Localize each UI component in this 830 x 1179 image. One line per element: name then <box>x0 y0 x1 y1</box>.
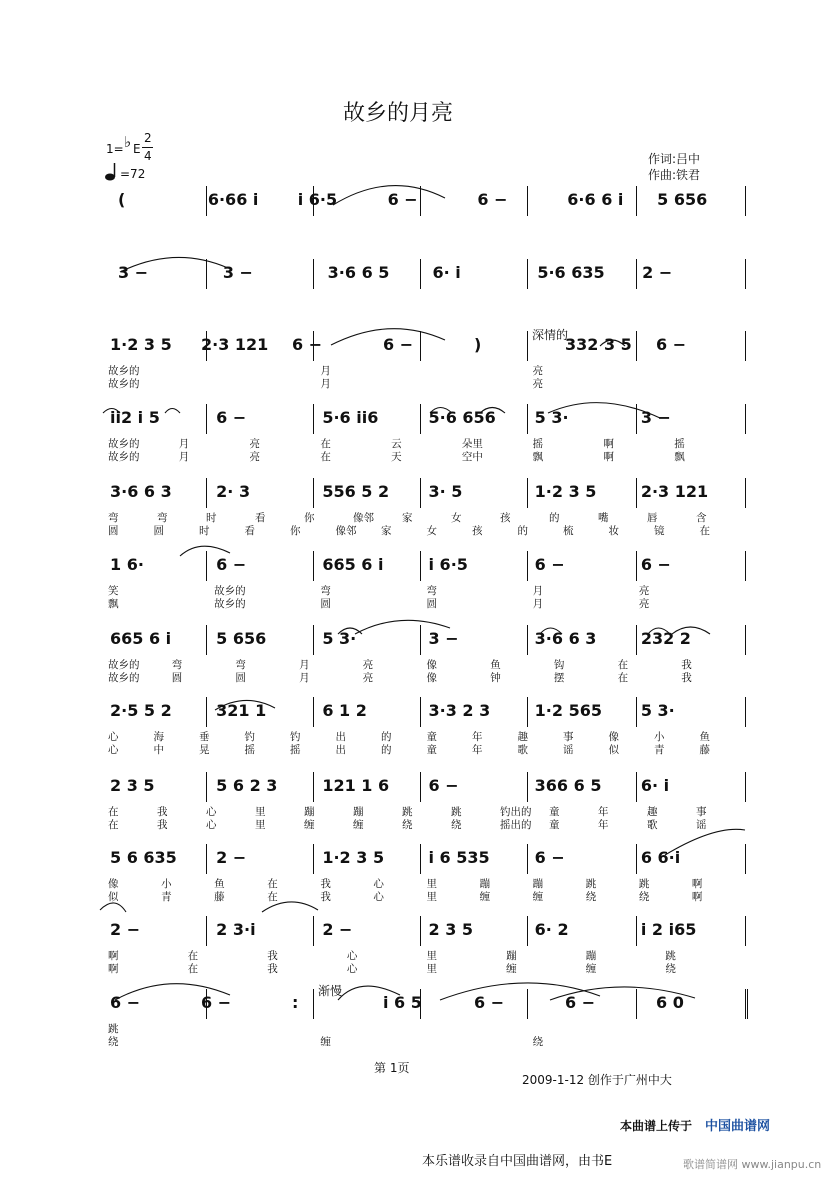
note-group: 3 − <box>118 263 149 282</box>
lyric-word: 钟 <box>490 672 501 684</box>
lyric-word: 像 <box>608 731 619 743</box>
note-group: 6· i <box>640 776 670 795</box>
note-group: 3·3 2 3 <box>428 701 491 720</box>
site-logo[interactable]: 中国曲谱网 <box>705 1119 771 1134</box>
lyric-word: 啊 <box>108 963 119 975</box>
lyric-word: 歌 <box>647 819 658 831</box>
lyric-word: 鱼 <box>699 731 710 743</box>
note-group: 3·6 6 5 <box>327 263 390 282</box>
lyric-word: 圆 <box>426 598 437 610</box>
lyric-word: 青 <box>654 744 665 756</box>
lyric-word: 钓出的 <box>500 806 532 818</box>
note-group: 6 − <box>565 993 596 1012</box>
lyric-word: 似 <box>108 891 119 903</box>
lyric-word: 跳 <box>638 878 650 890</box>
note-group: 1·2 3 5 <box>322 848 385 867</box>
lyric-word: 中 <box>153 744 164 756</box>
lyric-word: 看 <box>255 512 266 524</box>
lyric-word: 缠 <box>532 891 544 903</box>
note-group: 6· 2 <box>534 920 569 939</box>
lyric-word: 圆 <box>171 672 183 684</box>
note-group: 5 656 <box>657 190 708 209</box>
note-group: 2· 3 <box>216 482 251 501</box>
lyric-word: 心 <box>206 806 217 818</box>
lyric-word: 月 <box>299 659 310 671</box>
date-line: 2009-1-12 创作于广州中大 <box>522 1073 672 1087</box>
lyric-word: 蹦 <box>479 878 491 890</box>
lyric-word: 趣 <box>517 731 528 743</box>
lyric-word: 里 <box>426 963 437 975</box>
lyric-word: 我 <box>320 891 331 903</box>
lyric-word: 鱼 <box>490 659 501 671</box>
lyric-word: 出 <box>335 744 346 756</box>
lyric-word: 心 <box>108 744 119 756</box>
lyric-word: 蹦 <box>506 950 517 962</box>
lyric-word: 年 <box>598 806 609 818</box>
lyric-word: 我 <box>267 950 278 962</box>
lyric-word: 故乡的 <box>214 585 246 597</box>
lyric-word: 蹦 <box>353 806 364 818</box>
note-group: 2 3·i <box>216 920 256 939</box>
lyric-word: 女 <box>451 512 462 524</box>
lyric-word: 像邻 <box>335 525 357 537</box>
upload-text: 本曲谱上传于 <box>620 1119 693 1133</box>
lyric-word: 镜 <box>654 525 665 537</box>
lyric-word: 梳 <box>563 525 574 537</box>
lyric-word: 绕 <box>638 891 650 903</box>
lyric-word: 心 <box>108 731 119 743</box>
note-group: 2 − <box>642 263 673 282</box>
lyric-word: 绕 <box>108 1036 119 1048</box>
lyric-word: 里 <box>426 891 437 903</box>
lyric-word: 心 <box>346 950 358 962</box>
note-group: 3 − <box>640 408 671 427</box>
lyric-word: 在 <box>617 659 629 671</box>
note-group: ii2 i 5 <box>110 408 160 427</box>
lyric-word: 时 <box>206 512 217 524</box>
lyric-word: 我 <box>267 963 278 975</box>
lyric-word: 在 <box>699 525 710 537</box>
lyric-word: 的 <box>549 512 560 524</box>
lyric-word: 绕 <box>665 963 676 975</box>
note-group: 3·6 6 3 <box>110 482 172 501</box>
key-prefix: 1= <box>106 142 124 156</box>
lyric-word: 你 <box>304 512 315 524</box>
note-group: 6 − <box>477 190 508 209</box>
note-group: 332 3 5 <box>565 335 632 354</box>
note-group: 5·6 ii6 <box>322 408 379 427</box>
lyric-word: 谣 <box>696 819 707 831</box>
lyric-word: 跳 <box>108 1023 119 1035</box>
lyric-word: 缠 <box>304 819 315 831</box>
note-group: 5 3· <box>640 701 675 720</box>
lyric-word: 里 <box>255 806 266 818</box>
lyric-word: 跳 <box>451 806 462 818</box>
lyric-word: 在 <box>320 451 331 463</box>
lyric-word: 在 <box>320 438 331 450</box>
lyric-word: 我 <box>320 878 331 890</box>
lyric-word: 缠 <box>506 963 517 975</box>
lyric-word: 摇 <box>674 438 685 450</box>
note-group: 2·3 121 <box>640 482 709 501</box>
lyric-word: 摇 <box>532 438 544 450</box>
lyric-word: 钩 <box>553 659 565 671</box>
expression-rit: 渐慢 <box>318 984 343 998</box>
note-group: 1 6· <box>110 555 144 574</box>
lyric-word: 心 <box>373 891 384 903</box>
note-group: 5 6 635 <box>110 848 177 867</box>
lyric-word: 跳 <box>665 950 676 962</box>
note-group: 6 0 <box>656 993 684 1012</box>
lyric-word: 月 <box>320 365 331 377</box>
note-group: 6 − <box>292 335 323 354</box>
lyric-word: 的 <box>517 525 528 537</box>
lyric-word: 啊 <box>603 451 614 463</box>
lyric-word: 飘 <box>108 598 119 610</box>
note-group: 665 6 i <box>110 629 172 648</box>
note-group: 6 1 2 <box>322 701 367 720</box>
lyric-word: 出 <box>335 731 346 743</box>
note-group: 6 − <box>216 555 247 574</box>
note-group: i 6·5 <box>428 555 468 574</box>
lyric-word: 心 <box>206 819 217 831</box>
note-group: ( <box>118 190 126 209</box>
lyric-word: 绕 <box>402 819 413 831</box>
note-group: 1·2 3 5 <box>110 335 172 354</box>
lyric-word: 缠 <box>320 1036 331 1048</box>
lyric-word: 月 <box>299 672 310 684</box>
tempo-value: =72 <box>120 167 146 181</box>
page-number: 第 1页 <box>374 1061 410 1075</box>
lyric-word: 像邻 <box>353 512 374 524</box>
lyric-word: 心 <box>373 878 384 890</box>
lyric-word: 时 <box>199 525 210 537</box>
lyric-word: 故乡的 <box>108 451 140 463</box>
note-group: 2·3 121 <box>201 335 269 354</box>
note-group: 3 − <box>222 263 253 282</box>
lyric-word: 月 <box>320 378 331 390</box>
lyric-word: 啊 <box>691 878 703 890</box>
expression-deep: 深情的 <box>532 328 569 342</box>
lyric-word: 家 <box>402 512 413 524</box>
note-group: 6 − <box>383 335 414 354</box>
lyric-word: 妆 <box>608 525 619 537</box>
lyric-word: 鱼 <box>214 878 225 890</box>
lyric-word: 藤 <box>214 891 225 903</box>
lyric-word: 亮 <box>532 365 544 377</box>
lyric-word: 蹦 <box>304 806 315 818</box>
lyric-word: 弯 <box>426 585 437 597</box>
note-group: : <box>292 993 299 1012</box>
note-group: i 6·5 <box>297 190 338 209</box>
lyric-word: 飘 <box>674 451 685 463</box>
note-group: 6 − <box>534 848 565 867</box>
lyric-word: 像 <box>426 659 437 671</box>
lyric-word: 钓 <box>290 731 301 743</box>
composer-credit: 作曲:铁君 <box>648 168 701 182</box>
lyric-word: 天 <box>391 451 402 463</box>
lyric-word: 事 <box>563 731 574 743</box>
lyric-word: 摇 <box>244 744 255 756</box>
note-group: 5 6 2 3 <box>216 776 278 795</box>
lyric-word: 年 <box>472 744 483 756</box>
lyric-word: 空中 <box>461 451 483 463</box>
lyric-word: 亮 <box>532 378 544 390</box>
lyric-word: 在 <box>108 819 119 831</box>
lyric-word: 笑 <box>108 585 119 597</box>
note-group: 6 − <box>640 555 671 574</box>
lyric-word: 在 <box>267 878 278 890</box>
lyric-word: 小 <box>654 731 665 743</box>
note-group: i 6 5 <box>383 993 422 1012</box>
lyric-word: 我 <box>157 819 168 831</box>
lyric-word: 在 <box>108 806 119 818</box>
note-group: 6· i <box>432 263 461 282</box>
note-group: 6·66 i <box>207 190 259 209</box>
lyric-word: 绕 <box>451 819 462 831</box>
lyric-word: 跳 <box>402 806 413 818</box>
note-group: 5·6 656 <box>428 408 496 427</box>
lyric-word: 孩 <box>500 512 511 524</box>
note-group: 3·6 6 3 <box>534 629 597 648</box>
lyric-word: 钓 <box>244 731 255 743</box>
note-group: 665 6 i <box>322 555 384 574</box>
note-group: 2 − <box>322 920 353 939</box>
note-group: 6 6·i <box>640 848 681 867</box>
lyric-word: 青 <box>161 891 172 903</box>
note-group: 232 2 <box>640 629 691 648</box>
note-group: 6 − <box>201 993 232 1012</box>
lyric-word: 像 <box>426 672 437 684</box>
lyric-word: 缠 <box>585 963 597 975</box>
note-group: i 6 535 <box>428 848 490 867</box>
lyric-word: 亮 <box>362 659 374 671</box>
note-group: 2 3 5 <box>110 776 155 795</box>
lyric-word: 跳 <box>585 878 597 890</box>
lyric-word: 绕 <box>585 891 597 903</box>
lyric-word: 海 <box>153 731 164 743</box>
note-group: 2 − <box>216 848 247 867</box>
lyric-word: 亮 <box>638 585 650 597</box>
note-group: 6 − <box>428 776 459 795</box>
lyric-word: 的 <box>381 731 392 743</box>
lyric-word: 弯 <box>320 585 331 597</box>
lyric-word: 蹦 <box>532 878 544 890</box>
note-group: 321 1 <box>216 701 267 720</box>
lyricist-credit: 作词:吕中 <box>648 152 701 166</box>
lyric-word: 我 <box>157 806 168 818</box>
lyric-word: 童 <box>426 731 437 743</box>
note-group: ) <box>474 335 482 354</box>
lyric-word: 故乡的 <box>108 438 140 450</box>
score-title: 故乡的月亮 <box>343 101 454 126</box>
lyric-word: 家 <box>381 525 392 537</box>
lyric-word: 摇 <box>290 744 301 756</box>
lyric-word: 看 <box>244 525 255 537</box>
lyric-word: 我 <box>681 672 692 684</box>
lyric-word: 亮 <box>638 598 650 610</box>
watermark: 歌谱简谱网 www.jianpu.cn <box>683 1158 822 1171</box>
note-group: 6 − <box>656 335 687 354</box>
lyric-word: 圆 <box>153 525 164 537</box>
time-signature-top: 2 <box>144 131 152 145</box>
lyric-word: 弯 <box>171 659 183 671</box>
lyric-word: 孩 <box>472 525 483 537</box>
lyric-word: 小 <box>161 878 172 890</box>
note-group: 6 − <box>387 190 418 209</box>
lyric-word: 在 <box>617 672 629 684</box>
note-group: 2·5 5 2 <box>110 701 172 720</box>
lyric-word: 亮 <box>362 672 374 684</box>
lyric-word: 故乡的 <box>108 672 140 684</box>
lyric-word: 在 <box>187 963 199 975</box>
lyric-word: 似 <box>608 744 619 756</box>
lyric-word: 故乡的 <box>108 378 140 390</box>
source-note: 本乐谱收录自中国曲谱网，由书E <box>422 1154 613 1169</box>
lyric-word: 里 <box>255 819 266 831</box>
note-group: 5 3· <box>534 408 569 427</box>
lyric-word: 年 <box>472 731 483 743</box>
lyric-word: 摆 <box>553 672 565 684</box>
lyric-word: 童 <box>549 806 560 818</box>
key-letter: E <box>133 142 141 156</box>
lyric-word: 月 <box>532 598 544 610</box>
lyric-word: 藤 <box>699 744 710 756</box>
lyric-word: 弯 <box>108 512 119 524</box>
lyric-word: 歌 <box>517 744 528 756</box>
note-group: 2 3 5 <box>428 920 474 939</box>
lyric-word: 摇出的 <box>500 819 532 831</box>
lyric-word: 亮 <box>249 438 261 450</box>
note-group: 6 − <box>216 408 247 427</box>
lyric-word: 里 <box>426 878 437 890</box>
lyric-word: 故乡的 <box>108 659 140 671</box>
lyric-word: 含 <box>696 512 707 524</box>
time-signature-bottom: 4 <box>144 149 152 163</box>
note-group: 6 − <box>110 993 141 1012</box>
lyric-word: 月 <box>532 585 544 597</box>
lyric-word: 垂 <box>199 731 210 743</box>
lyric-word: 圆 <box>320 598 331 610</box>
lyric-word: 晃 <box>199 744 210 756</box>
lyric-word: 唇 <box>647 512 658 524</box>
lyric-word: 里 <box>426 950 437 962</box>
note-group: 3 − <box>428 629 459 648</box>
lyric-word: 啊 <box>108 950 119 962</box>
lyric-word: 圆 <box>235 672 246 684</box>
lyric-word: 我 <box>681 659 692 671</box>
lyric-word: 缠 <box>353 819 364 831</box>
note-group: 556 5 2 <box>322 482 390 501</box>
note-group: 366 6 5 <box>534 776 602 795</box>
lyric-word: 朵里 <box>461 438 483 450</box>
lyric-word: 啊 <box>691 891 703 903</box>
note-group: 5 656 <box>216 629 267 648</box>
lyric-word: 弯 <box>235 659 246 671</box>
lyric-word: 趣 <box>647 806 658 818</box>
lyric-word: 心 <box>346 963 358 975</box>
lyric-word: 月 <box>178 451 190 463</box>
note-group: 1·2 3 5 <box>534 482 597 501</box>
lyric-word: 女 <box>426 525 437 537</box>
lyric-word: 童 <box>549 819 560 831</box>
lyric-word: 在 <box>267 891 278 903</box>
lyric-word: 飘 <box>532 451 544 463</box>
lyric-word: 童 <box>426 744 437 756</box>
lyric-word: 在 <box>187 950 199 962</box>
note-group: 6 − <box>474 993 505 1012</box>
note-group: i 2 i65 <box>640 920 697 939</box>
lyric-word: 圆 <box>108 525 119 537</box>
lyric-word: 故乡的 <box>214 598 246 610</box>
lyric-word: 缠 <box>479 891 491 903</box>
note-group: 6·6 6 i <box>567 190 624 209</box>
note-group: 2 − <box>110 920 141 939</box>
lyric-word: 年 <box>598 819 609 831</box>
lyric-word: 啊 <box>603 438 614 450</box>
lyric-word: 你 <box>290 525 301 537</box>
lyric-word: 故乡的 <box>108 365 140 377</box>
lyric-word: 弯 <box>157 512 168 524</box>
note-group: 1·2 565 <box>534 701 602 720</box>
flat-sign: ♭ <box>124 133 132 151</box>
lyric-word: 月 <box>178 438 190 450</box>
note-group: 5 3· <box>322 629 357 648</box>
lyric-word: 事 <box>696 806 707 818</box>
lyric-word: 亮 <box>249 451 261 463</box>
lyric-word: 嘴 <box>598 512 609 524</box>
lyric-word: 谣 <box>563 744 574 756</box>
note-group: 121 1 6 <box>322 776 390 795</box>
note-group: 5·6 635 <box>537 263 605 282</box>
lyric-word: 的 <box>381 744 392 756</box>
note-group: 6 − <box>534 555 565 574</box>
lyric-word: 绕 <box>532 1036 544 1048</box>
lyric-word: 像 <box>108 878 119 890</box>
note-group: 3· 5 <box>428 482 463 501</box>
lyric-word: 蹦 <box>585 950 597 962</box>
lyric-word: 云 <box>391 438 402 450</box>
